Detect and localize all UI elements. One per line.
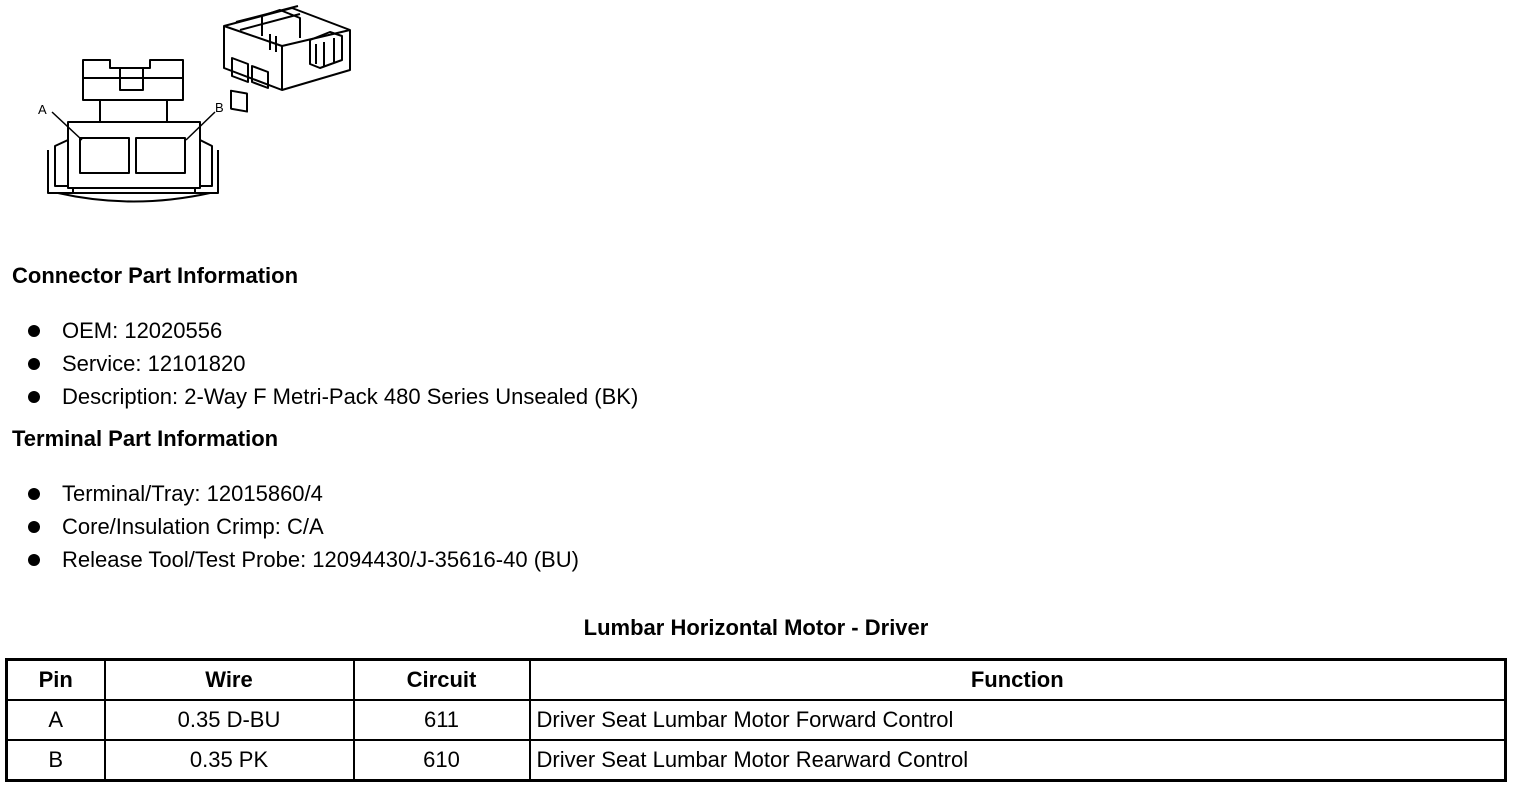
cell-circuit: 611 (354, 700, 530, 740)
bullet-icon (28, 554, 40, 566)
column-header-pin: Pin (7, 660, 105, 701)
table-row (7, 700, 1506, 740)
cell-circuit: 610 (354, 740, 530, 781)
table-row (7, 740, 1506, 781)
connector-part-list (28, 318, 638, 417)
bullet-icon (28, 521, 40, 533)
connector-part-heading: Connector Part Information (12, 263, 299, 288)
cell-wire: 0.35 PK (105, 740, 354, 781)
terminal-label-a: A (38, 102, 47, 117)
column-header-function: Function (530, 660, 1506, 701)
pinout-table (5, 658, 1507, 782)
cell-function: Driver Seat Lumbar Motor Rearward Control (530, 740, 1506, 781)
cell-function: Driver Seat Lumbar Motor Forward Control (530, 700, 1506, 740)
list-item: Terminal/Tray: 12015860/4 (28, 481, 579, 514)
terminal-part-heading: Terminal Part Information (12, 426, 279, 451)
cell-wire: 0.35 D-BU (105, 700, 354, 740)
connector-illustration (0, 0, 360, 215)
bullet-icon (28, 358, 40, 370)
list-item: Description: 2-Way F Metri-Pack 480 Series Unsealed (BK) (28, 384, 638, 417)
cell-pin: A (7, 700, 105, 740)
terminal-part-list (28, 481, 579, 580)
list-item: Core/Insulation Crimp: C/A (28, 514, 579, 547)
column-header-wire: Wire (105, 660, 354, 701)
cell-pin: B (7, 740, 105, 781)
bullet-icon (28, 325, 40, 337)
bullet-icon (28, 391, 40, 403)
terminal-label-b: B (215, 100, 224, 115)
table-header-row (7, 660, 1506, 701)
list-item: OEM: 12020556 (28, 318, 638, 351)
column-header-circuit: Circuit (354, 660, 530, 701)
table-caption: Lumbar Horizontal Motor - Driver (583, 615, 929, 640)
bullet-icon (28, 488, 40, 500)
list-item: Release Tool/Test Probe: 12094430/J-35616-40 (BU) (28, 547, 579, 580)
connector-front-view (48, 60, 218, 202)
connector-isometric-view (224, 6, 350, 112)
list-item: Service: 12101820 (28, 351, 638, 384)
